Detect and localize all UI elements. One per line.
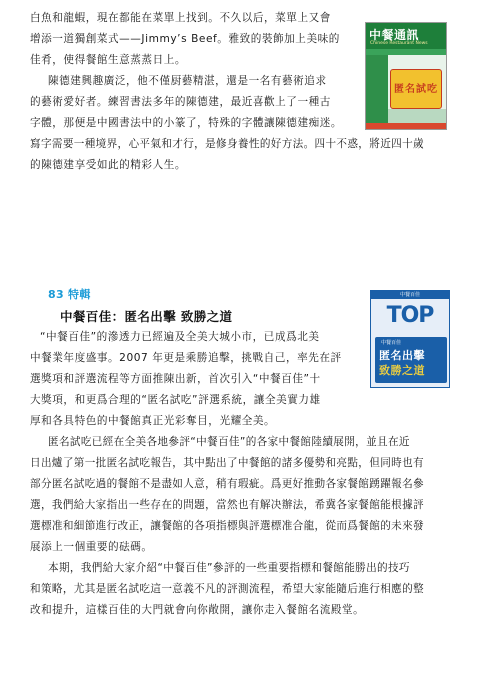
text-line: 陳德建興趣廣泛，他不僅厨藝精湛，還是一名有藝術追求	[48, 75, 327, 87]
text-line: “中餐百佳”的滲透力已經遍及全美大城小市，已成爲北美	[40, 331, 320, 343]
cover-badge-text: 匿名試吃	[394, 84, 438, 95]
cover-photo	[388, 109, 447, 123]
cover-top-text: 中餐百佳	[399, 292, 420, 298]
text-line: 和策略，尤其是匿名試吃這一意義不凡的評測流程，希望大家能隨后進行相應的整	[30, 583, 424, 595]
text-line: 大獎項，和更爲合理的“匿名試吃”評選系統，讓全美實力雄	[30, 394, 321, 406]
text-line: 佳肴，使得餐館生意蒸蒸日上。	[30, 54, 187, 66]
text-line: 增添一道獨創菜式——Jimmy’s Beef。雅致的裝飾加上美味的	[30, 33, 340, 45]
text-line: 中餐業年度盛事。2007 年更是乘勝追擊，挑戰自己，率先在評	[30, 352, 342, 364]
text-line: 選獎項和評選流程等方面推陳出新，首次引入“中餐百佳”十	[30, 373, 321, 385]
text-line: 展添上一個重要的砝碼。	[30, 541, 153, 553]
cover-band-small: 中餐百佳	[381, 340, 402, 346]
text-line: 選標准和細節進行改正，讓餐館的各項指標與評選標准合龍，從而爲餐館的未來發	[30, 520, 424, 532]
text-line: 日出爐了第一批匿名試吃報告，其中點出了中餐館的諸多優勢和亮點，但同時也有	[30, 457, 424, 469]
text-line: 的陳德建享受如此的精彩人生。	[30, 159, 187, 171]
text-line: 本期，我們給大家介紹“中餐百佳”參評的一些重要指標和餐館能勝出的技巧	[48, 562, 410, 574]
text-line: 厚和各具特色的中餐館真正光彩奪目，光耀全美。	[30, 415, 276, 427]
cover-headline-band	[375, 337, 447, 383]
cover-top-bar	[371, 291, 449, 299]
text-line: 白魚和龍蝦，現在都能在菜單上找到。不久以后，菜單上又會	[30, 12, 331, 24]
text-line: 改和提升，這樣百佳的大門就會向你敞開，讓你走入餐館名流殿堂。	[30, 604, 365, 616]
text-line: 部分匿名試吃過的餐館不是盡如人意，稍有瑕疵。爲更好推動各家餐館踴躍報名參	[30, 478, 424, 490]
cover-side-panel	[366, 55, 388, 130]
text-line: 的藝術愛好者。練習書法多年的陳德建，最近喜歡上了一種古	[30, 96, 331, 108]
cover-band-line2: 致勝之道	[379, 364, 425, 377]
cover-masthead	[366, 23, 446, 49]
cover-title: 中餐通訊	[369, 28, 420, 42]
text-line: 寫字需要一種境界，心平氣和才行，是修身養性的好方法。四十不惑，將近四十歲	[30, 138, 424, 150]
cover-band-line1: 匿名出擊	[379, 349, 425, 362]
text-line: 字體，那便是中國書法中的小篆了，特殊的字體讓陳德建痴迷。	[30, 117, 343, 129]
text-line: 選，我們給大家指出一些存在的問題，當然也有解决辦法，希冀各家餐館能根據評	[30, 499, 424, 511]
section-tag: 83 特輯	[48, 288, 91, 301]
cover-footer	[366, 123, 446, 130]
top-logo: TOP	[386, 303, 434, 328]
text-line: 匿名試吃已經在全美各地參評“中餐百佳”的各家中餐館陸續展開，並且在近	[48, 436, 410, 448]
top-feature-cover-image	[370, 290, 450, 388]
cover-subtitle: Chinese Restaurant News	[370, 41, 428, 46]
cover-badge	[390, 69, 442, 109]
section-title: 中餐百佳：匿名出擊 致勝之道	[60, 309, 233, 324]
magazine-cover-image	[365, 22, 447, 130]
